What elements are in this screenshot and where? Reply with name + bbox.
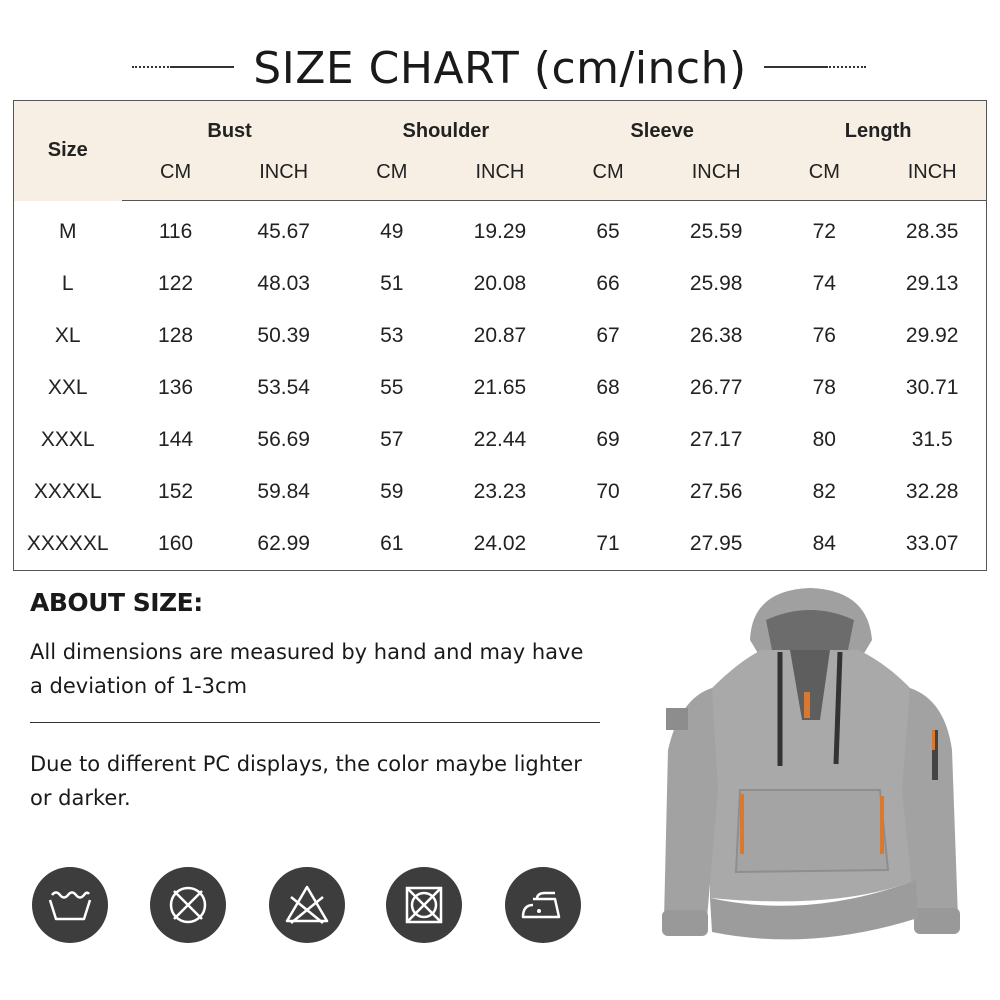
page-title: SIZE CHART (cm/inch) bbox=[253, 43, 747, 94]
measurement-cell: 27.17 bbox=[689, 428, 743, 451]
table-header bbox=[14, 101, 987, 201]
measurement-cell: 31.5 bbox=[911, 428, 953, 451]
measurement-cell: 29.13 bbox=[905, 272, 959, 295]
measurement-cell: 50.39 bbox=[257, 324, 310, 347]
measurement-cell: 59.84 bbox=[257, 480, 310, 503]
table-row bbox=[14, 414, 987, 466]
measurement-cell: 33.07 bbox=[905, 532, 959, 555]
measurement-cell: 68 bbox=[596, 376, 620, 399]
do-not-bleach-triangle-icon bbox=[269, 867, 345, 943]
measurement-cell: 57 bbox=[380, 428, 404, 451]
unit-header: CM bbox=[122, 151, 230, 201]
size-label-cell: XXXXL bbox=[33, 480, 102, 503]
title-decoration-right-line bbox=[764, 66, 826, 68]
table-row bbox=[14, 362, 987, 414]
measurement-cell: 19.29 bbox=[473, 220, 527, 243]
measurement-cell: 27.56 bbox=[689, 480, 743, 503]
measurement-cell: 61 bbox=[380, 532, 404, 555]
unit-header: CM bbox=[554, 151, 662, 201]
measurement-cell: 122 bbox=[158, 272, 194, 295]
do-not-bleach-icon bbox=[150, 867, 226, 943]
size-label-cell: XXL bbox=[47, 376, 88, 399]
measurement-cell: 55 bbox=[380, 376, 404, 399]
measurement-cell: 48.03 bbox=[257, 272, 310, 295]
size-label-cell: L bbox=[61, 272, 74, 295]
measurement-cell: 32.28 bbox=[905, 480, 959, 503]
title-decoration-right-dots bbox=[826, 66, 866, 68]
size-label-cell: XXXL bbox=[40, 428, 95, 451]
unit-header: INCH bbox=[878, 151, 986, 201]
size-label-cell: M bbox=[59, 219, 77, 243]
measurement-cell: 116 bbox=[158, 220, 193, 243]
display-note-line-1: Due to different PC displays, the color maybe lighter bbox=[30, 752, 582, 776]
measurement-cell: 53.54 bbox=[257, 376, 310, 399]
unit-header: INCH bbox=[230, 151, 338, 201]
size-chart-table bbox=[13, 100, 987, 571]
unit-header: CM bbox=[770, 151, 878, 201]
display-note-line-2: or darker. bbox=[30, 786, 131, 810]
measurement-cell: 25.59 bbox=[689, 220, 743, 243]
title-row bbox=[0, 40, 1000, 100]
measurement-cell: 56.69 bbox=[257, 428, 310, 451]
measurement-note-line-2: a deviation of 1-3cm bbox=[30, 674, 248, 698]
measurement-cell: 74 bbox=[812, 272, 836, 295]
divider bbox=[30, 722, 600, 723]
table-row bbox=[14, 518, 987, 571]
measurement-cell: 65 bbox=[596, 220, 620, 243]
table-row bbox=[14, 466, 987, 518]
about-size-heading: ABOUT SIZE: bbox=[30, 588, 203, 617]
measurement-cell: 29.92 bbox=[905, 324, 959, 347]
measurement-cell: 22.44 bbox=[473, 428, 527, 451]
measurement-cell: 80 bbox=[812, 428, 836, 451]
unit-header: INCH bbox=[446, 151, 554, 201]
measurement-cell: 25.98 bbox=[689, 272, 743, 295]
measurement-cell: 82 bbox=[812, 480, 836, 503]
length-header: Length bbox=[844, 119, 912, 142]
size-label-cell: XXXXXL bbox=[26, 532, 109, 555]
unit-header: CM bbox=[338, 151, 446, 201]
measurement-note-line-1: All dimensions are measured by hand and may have bbox=[30, 640, 584, 664]
measurement-cell: 59 bbox=[380, 480, 404, 503]
measurement-cell: 30.71 bbox=[905, 376, 959, 399]
measurement-cell: 24.02 bbox=[473, 532, 527, 555]
iron-icon bbox=[505, 867, 581, 943]
unit-header: INCH bbox=[662, 151, 770, 201]
size-label-cell: XL bbox=[54, 324, 81, 347]
measurement-cell: 27.95 bbox=[689, 532, 743, 555]
table-body bbox=[14, 201, 987, 571]
measurement-cell: 152 bbox=[158, 480, 194, 503]
measurement-cell: 28.35 bbox=[905, 220, 959, 243]
measurement-cell: 51 bbox=[380, 272, 404, 295]
bust-header: Bust bbox=[207, 119, 252, 142]
measurement-cell: 23.23 bbox=[473, 480, 527, 503]
sleeve-header: Sleeve bbox=[630, 119, 694, 142]
table-row bbox=[14, 201, 987, 259]
size-column-header: Size bbox=[47, 139, 88, 162]
hoodie-product-image bbox=[640, 580, 980, 965]
measurement-cell: 69 bbox=[596, 428, 620, 451]
measurement-cell: 62.99 bbox=[257, 532, 310, 555]
measurement-cell: 21.65 bbox=[473, 376, 527, 399]
table-row bbox=[14, 310, 987, 362]
measurement-cell: 76 bbox=[812, 324, 836, 347]
measurement-cell: 67 bbox=[596, 324, 620, 347]
measurement-cell: 49 bbox=[380, 220, 404, 243]
shoulder-header: Shoulder bbox=[402, 119, 490, 142]
measurement-cell: 136 bbox=[158, 376, 194, 399]
measurement-cell: 72 bbox=[812, 220, 836, 243]
table-row bbox=[14, 258, 987, 310]
measurement-cell: 26.38 bbox=[689, 324, 743, 347]
measurement-cell: 144 bbox=[158, 428, 194, 451]
measurement-cell: 70 bbox=[596, 480, 620, 503]
measurement-cell: 128 bbox=[158, 324, 194, 347]
measurement-cell: 160 bbox=[158, 532, 194, 555]
measurement-cell: 71 bbox=[596, 532, 620, 555]
measurement-cell: 84 bbox=[812, 532, 836, 555]
measurement-cell: 26.77 bbox=[689, 376, 743, 399]
measurement-cell: 20.08 bbox=[473, 272, 527, 295]
measurement-cell: 66 bbox=[596, 272, 620, 295]
measurement-cell: 45.67 bbox=[257, 220, 310, 243]
measurement-cell: 53 bbox=[380, 324, 404, 347]
measurement-cell: 20.87 bbox=[473, 324, 527, 347]
measurement-cell: 78 bbox=[812, 376, 836, 399]
hand-wash-icon bbox=[32, 867, 108, 943]
do-not-tumble-dry-icon bbox=[386, 867, 462, 943]
